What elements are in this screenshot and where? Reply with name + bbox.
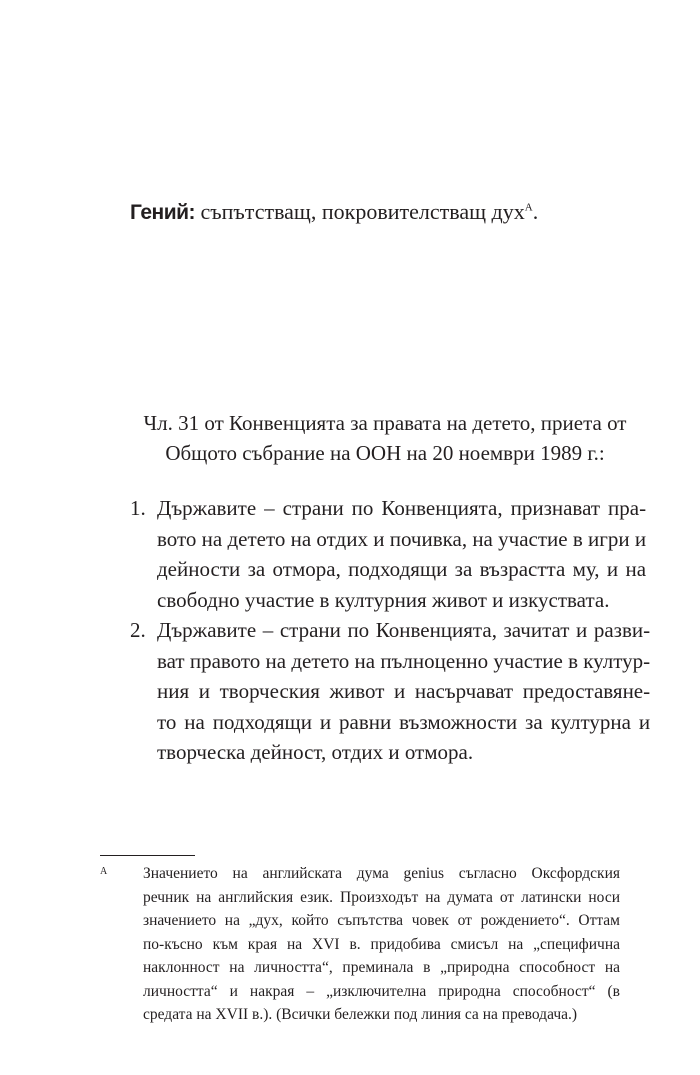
footnote-line: Значението на английската дума genius съгласно Оксфордския [143,865,620,882]
footnote-marker: A [100,866,108,877]
article-line: ния и творческия живот и насърчават предоставяне- [157,679,651,703]
intro-line: Общото събрание на ООН на 20 ноември 1989 г.: [165,441,605,465]
article-number: 1. [130,496,146,520]
epigraph: Гений: съпътстващ, покровителстващ дух$^A$. [130,199,539,224]
article-list [130,493,651,768]
footnote-reference[interactable]: A [524,201,533,214]
article-line: свободно участие в културния живот и изкуствата. [157,587,610,612]
footnote-line: значението на „дух, който съпътства човек от рождението“. Оттам [143,912,620,929]
footnote-line: наклонност на личността“, преминала в „природна способност на [143,959,620,976]
article-line: то на подходящи и равни възможности за културна и [157,709,651,734]
footnote-line: средата на XVII в.). (Всички бележки под линия са на преводача.) [143,1006,578,1023]
article-number: 2. [130,618,146,642]
epigraph-definition: съпътстващ, покровителстващ дух [195,199,525,224]
footnote-line: по-късно към края на XVI в. придобива смисъл на „специфична [143,935,620,953]
article-text [157,493,646,615]
convention-intro [130,408,640,468]
article-text [157,615,650,768]
footnote-line: речник на английския език. Произходът на думата от латински носи [143,888,620,906]
article-line: Държавите – страни по Конвенцията, признават пра- [157,496,647,520]
footnote [100,862,620,1027]
footnote-line: личността“ и накрая – „изключителна природна способност“ (в [143,982,620,1000]
footnote-text [143,862,620,1027]
intro-line: Чл. 31 от Конвенцията за правата на детето, приета от [143,411,627,435]
article-item [130,615,651,768]
article-line: дейности за отмора, подходящи за възрастта му, и на [157,557,647,581]
epigraph-term: Гений: [130,201,196,224]
article-line: Държавите – страни по Конвенцията, зачитат и разви- [157,618,651,642]
article-line: творческа дейност, отдих и отмора. [157,740,474,764]
article-item [130,493,647,615]
article-line: ват правото на детето на пълноценно участие в култур- [157,648,651,673]
article-line: вото на детето на отдих и почивка, на участие в игри и [157,526,647,551]
footnote-divider [100,855,195,856]
